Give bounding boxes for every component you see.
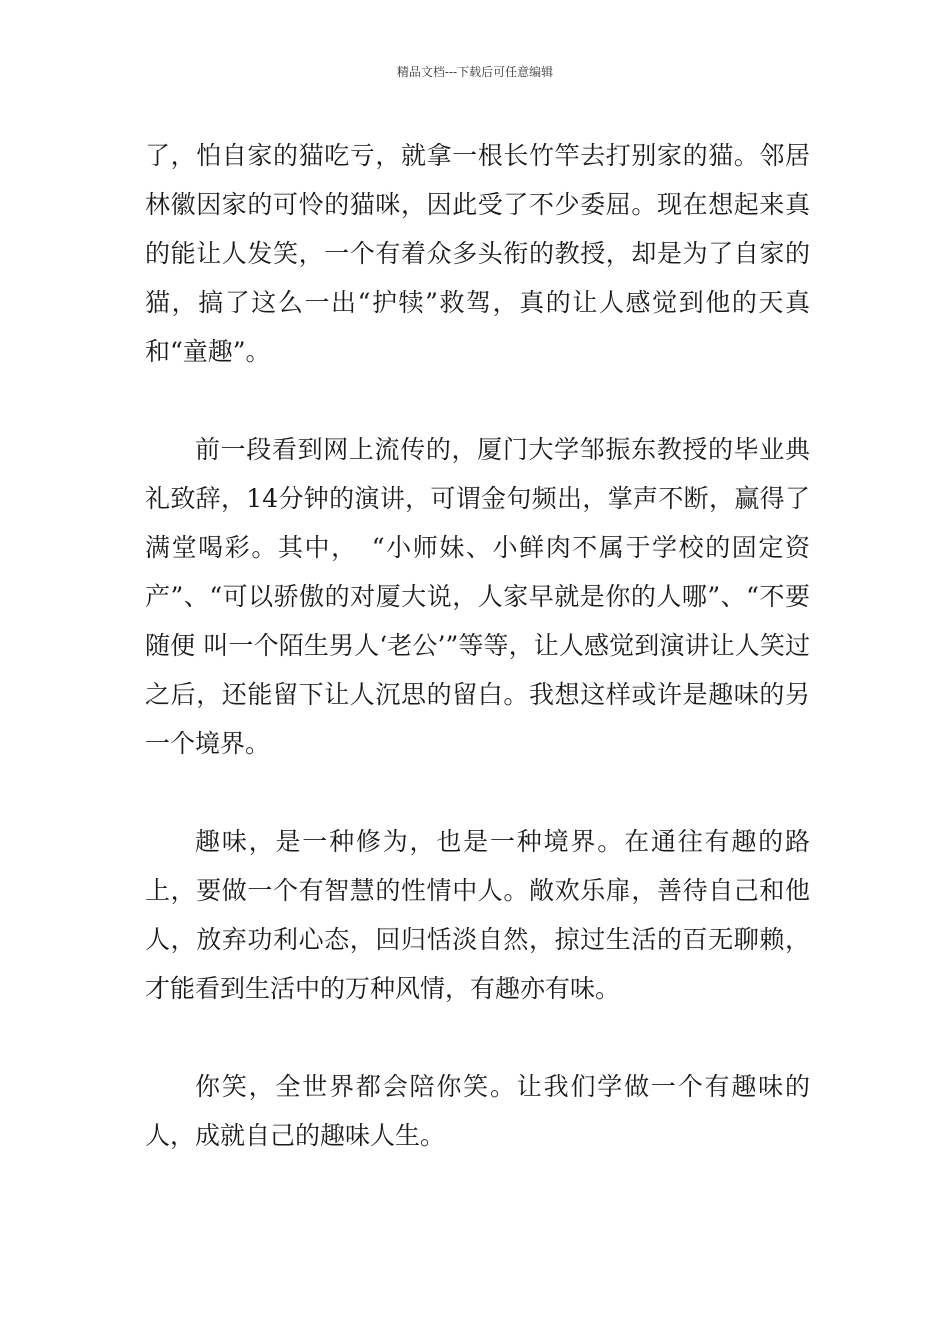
page-header: 精品文档---下载后可任意编辑 — [396, 65, 554, 79]
paragraph-2: 前一段看到网上流传的，厦门大学邹振东教授的毕业典礼致辞，14分钟的演讲，可谓金句频出，掌声不断，赢得了满堂喝彩。其中， “小师妹、小鲜肉不属于学校的固定资产”、“可以骄傲的对厦大说，人家早就是你的人哪”、“不要随便 叫一个陌生男人‘老公’”等等，让人感觉到演讲让人笑过之后，还能留下让人沉思的留白。我想这样或许是趣味的另一个境界。 — [145, 435, 810, 758]
document-body — [145, 131, 810, 1160]
paragraph-4: 你笑，全世界都会陪你笑。让我们学做一个有趣味的人，成就自己的趣味人生。 — [145, 1072, 810, 1150]
paragraph-1: 了，怕自家的猫吃亏，就拿一根长竹竿去打别家的猫。邻居林徽因家的可怜的猫咪，因此受了不少委屈。现在想起来真的能让人发笑，一个有着众多头衔的教授，却是为了自家的猫，搞了这么一出“护犊”救驾，真的让人感觉到他的天真和“童趣”。 — [145, 141, 810, 366]
paragraph-3: 趣味，是一种修为，也是一种境界。在通往有趣的路上，要做一个有智慧的性情中人。敞欢乐扉，善待自己和他人，放弃功利心态，回归恬淡自然，掠过生活的百无聊赖，才能看到生活中的万种风情，有趣亦有味。 — [145, 827, 810, 1003]
